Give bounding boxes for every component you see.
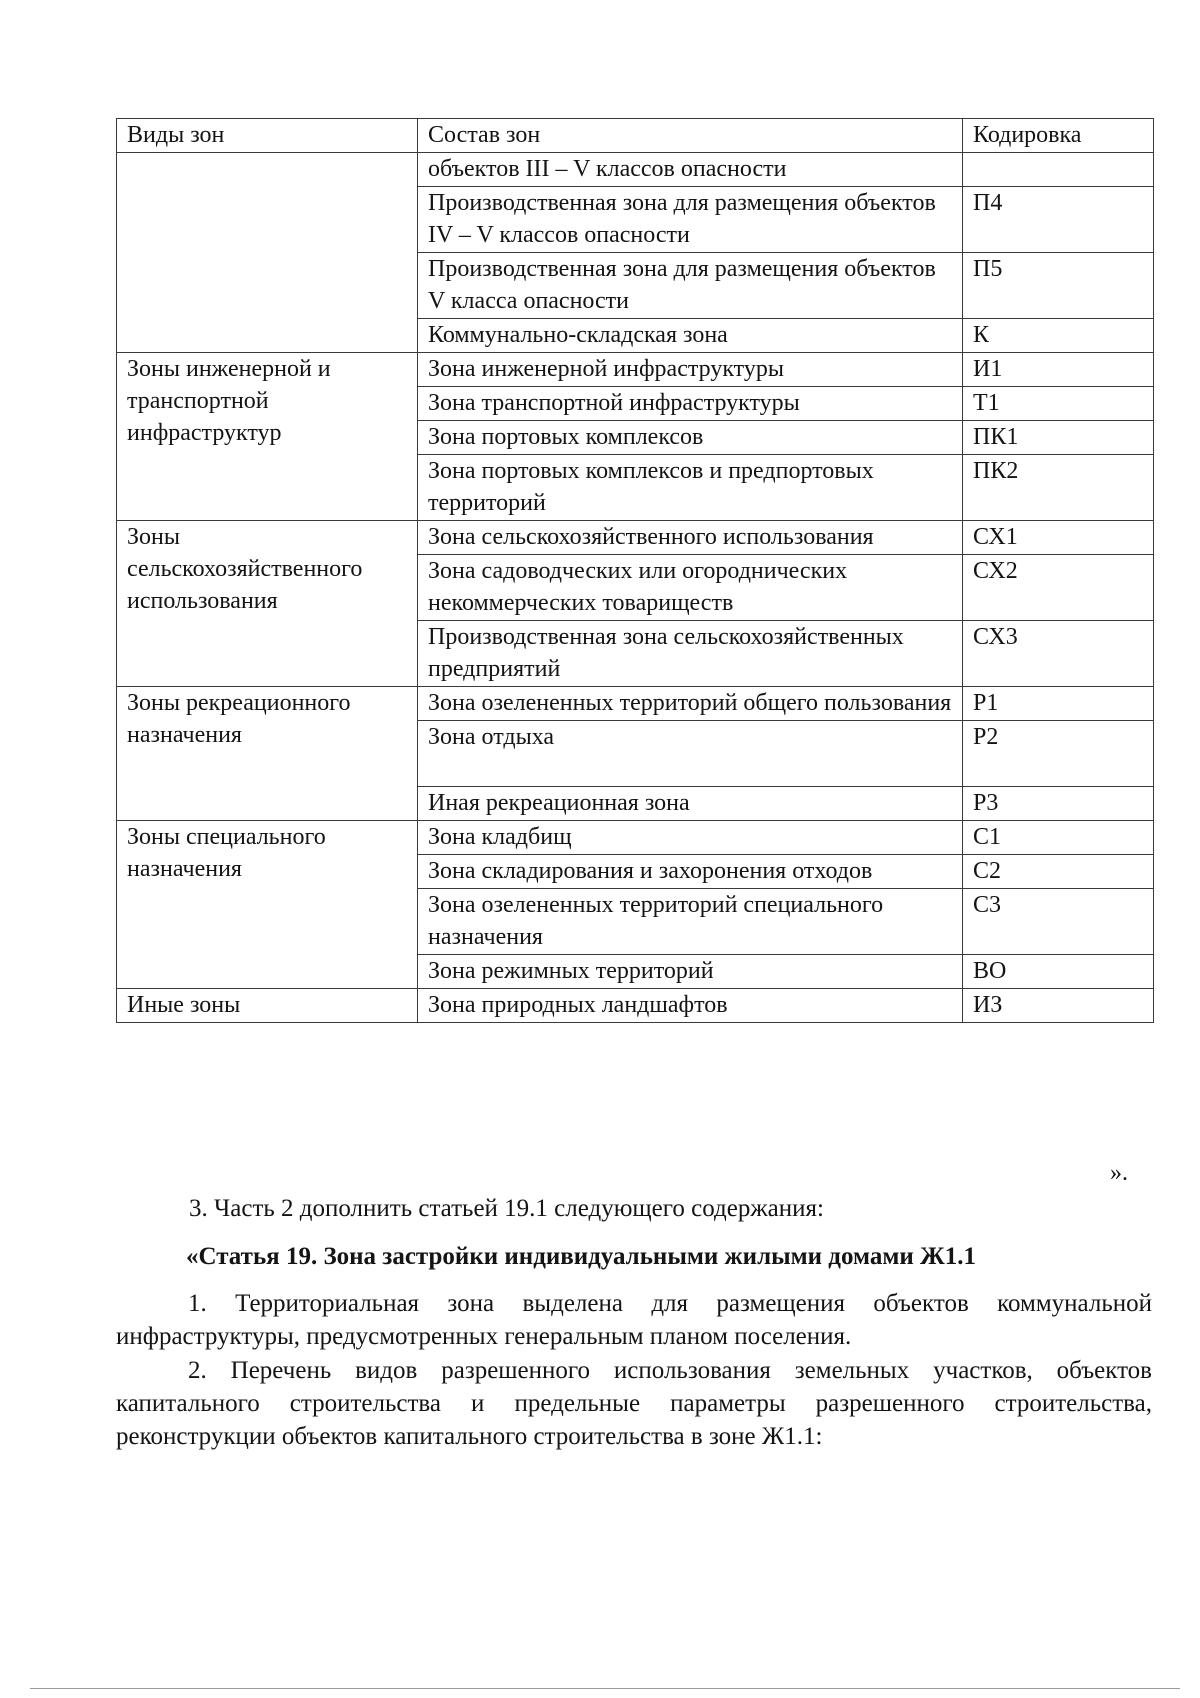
header-zone-code: Кодировка [963,119,1154,153]
zone-composition-cell: Зона кладбищ [418,821,963,855]
zone-type-cell: Зоны специального назначения [117,821,418,989]
zone-code-cell: С2 [963,855,1154,889]
zone-composition-cell: Зона портовых комплексов и предпортовых территорий [418,455,963,521]
zone-composition-cell: Производственная зона для размещения объектов V класса опасности [418,253,963,319]
table-header-row [117,119,1154,153]
page-bottom-rule [30,1688,1180,1689]
zones-table [116,118,1154,1023]
zone-composition-cell: Зона транспортной инфраструктуры [418,387,963,421]
zone-composition-cell: Коммунально-складская зона [418,319,963,353]
zone-code-cell: ВО [963,955,1154,989]
zone-composition-cell: объектов III – V классов опасности [418,153,963,187]
zone-code-cell: П5 [963,253,1154,319]
zone-composition-cell: Зона режимных территорий [418,955,963,989]
zone-composition-cell: Зона инженерной инфраструктуры [418,353,963,387]
zone-composition-cell: Зона природных ландшафтов [418,989,963,1023]
zone-type-cell: Зоны инженерной и транспортной инфраструктур [117,353,418,521]
zone-code-cell: Т1 [963,387,1154,421]
paragraph-1: 1. Территориальная зона выделена для размещения объектов коммунальной инфраструктуры, предусмотренных генеральным планом поселения. [116,1290,1152,1350]
amendment-item-3: 3. Часть 2 дополнить статьей 19.1 следующего содержания: [189,1195,824,1222]
zone-code-cell: Р3 [963,787,1154,821]
zone-code-cell: К [963,319,1154,353]
zone-code-cell: И1 [963,353,1154,387]
zone-code-cell: ИЗ [963,989,1154,1023]
zone-composition-cell: Производственная зона для размещения объектов IV – V классов опасности [418,187,963,253]
zone-code-cell: ПК2 [963,455,1154,521]
zone-composition-cell: Зона сельскохозяйственного использования [418,521,963,555]
zone-type-cell: Иные зоны [117,989,418,1023]
zone-type-cell [117,153,418,353]
article-title: «Статья 19. Зона застройки индивидуальными жилыми домами Ж1.1 [186,1243,976,1270]
zone-composition-cell: Зона складирования и захоронения отходов [418,855,963,889]
zone-composition-cell: Зона озелененных территорий специального назначения [418,889,963,955]
zone-composition-cell: Зона садоводческих или огороднических некоммерческих товариществ [418,555,963,621]
table-row [117,821,1154,855]
zone-composition-cell: Зона портовых комплексов [418,421,963,455]
zone-code-cell: СХ2 [963,555,1154,621]
table-row [117,521,1154,555]
closing-quote: ». [1110,1160,1128,1186]
zone-composition-cell: Зона отдыха [418,721,963,787]
header-zone-composition: Состав зон [418,119,963,153]
zone-composition-cell: Иная рекреационная зона [418,787,963,821]
zone-code-cell: П4 [963,187,1154,253]
zone-code-cell: Р2 [963,721,1154,787]
zone-code-cell: ПК1 [963,421,1154,455]
zone-code-cell: С1 [963,821,1154,855]
zone-code-cell: СХ1 [963,521,1154,555]
zone-code-cell: Р1 [963,687,1154,721]
table-row [117,153,1154,187]
table-row [117,353,1154,387]
zone-code-cell: СХ3 [963,621,1154,687]
table-row [117,687,1154,721]
zone-type-cell: Зоны рекреационного назначения [117,687,418,821]
zone-code-cell [963,153,1154,187]
zone-composition-cell: Производственная зона сельскохозяйственных предприятий [418,621,963,687]
paragraph-2: 2. Перечень видов разрешенного использования земельных участков, объектов капитального строительства и предельные параметры разрешенного строительства, реконструкции объектов капитального строительства в зоне Ж1.1: [116,1357,1152,1450]
header-zone-type: Виды зон [117,119,418,153]
zone-code-cell: С3 [963,889,1154,955]
zone-type-cell: Зоны сельскохозяйственного использования [117,521,418,687]
table-row [117,989,1154,1023]
zone-composition-cell: Зона озелененных территорий общего пользования [418,687,963,721]
